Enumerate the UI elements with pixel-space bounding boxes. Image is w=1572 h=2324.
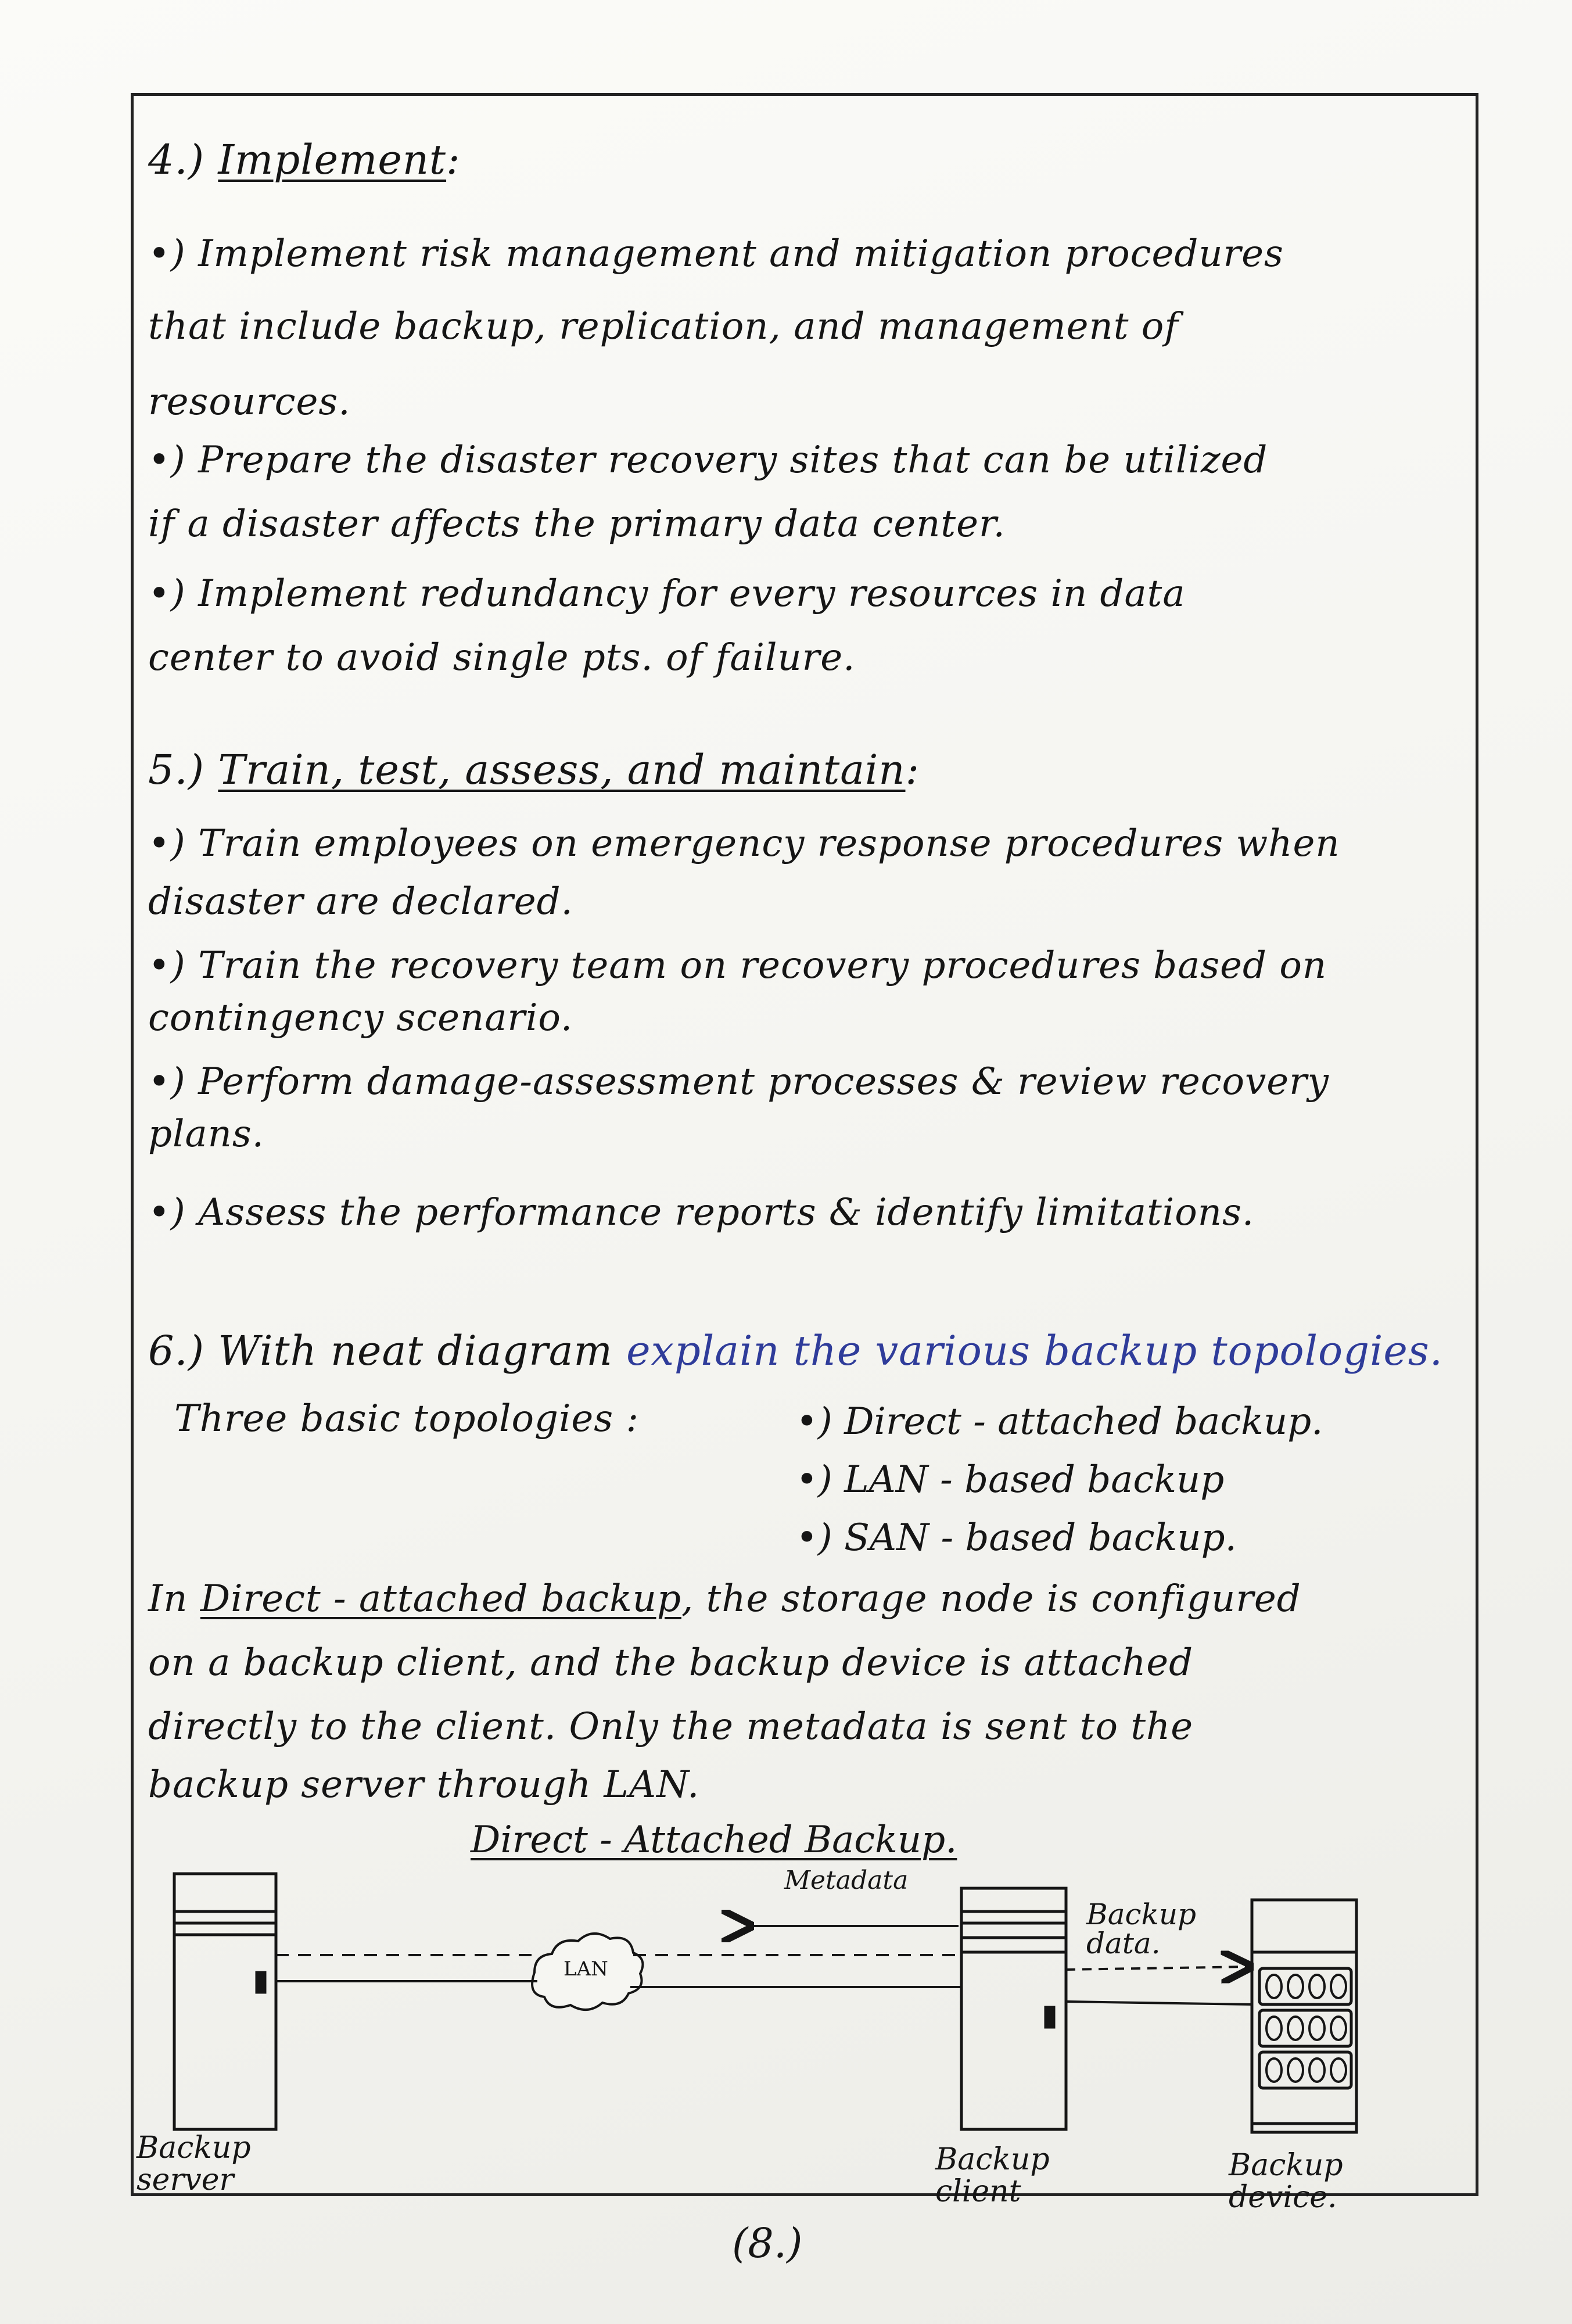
- section-4-heading: 4.) Implement:: [148, 136, 461, 184]
- section-5-line-2: disaster are declared.: [148, 880, 573, 923]
- section-4-line-2: that include backup, replication, and management of: [148, 305, 1179, 348]
- backup-data-arrow: [1066, 1967, 1249, 1970]
- backup-device-icon: [1252, 1900, 1356, 2132]
- paragraph-line-3: directly to the client. Only the metadata is sent to the: [148, 1705, 1194, 1748]
- client-device-link: [1066, 2002, 1252, 2004]
- paragraph-line-2: on a backup client, and the backup device is attached: [148, 1641, 1194, 1684]
- section-4-line-1: •) Implement risk management and mitigation procedures: [148, 232, 1284, 275]
- diagram-title: Direct - Attached Backup.: [471, 1819, 957, 1862]
- backup-data-label: Backup data.: [1086, 1898, 1197, 1960]
- section-5-line-6: plans.: [148, 1113, 264, 1156]
- topology-item-2: •) LAN - based backup: [796, 1458, 1225, 1501]
- section-5-line-3: •) Train the recovery team on recovery procedures based on: [148, 944, 1327, 987]
- backup-server-label: Backup server: [137, 2131, 251, 2197]
- section-6-question: 6.) With neat diagram explain the various backup topologies.: [148, 1327, 1443, 1375]
- section-5-line-7: •) Assess the performance reports & identify limitations.: [148, 1191, 1255, 1234]
- paragraph-line-1: In Direct - attached backup, the storage node is configured: [148, 1577, 1301, 1620]
- section-4-line-5: if a disaster affects the primary data center.: [148, 503, 1006, 546]
- backup-client-label: Backup client: [935, 2142, 1050, 2209]
- page-number: (8.): [732, 2219, 803, 2267]
- section-5-line-5: •) Perform damage-assessment processes & review recovery: [148, 1060, 1329, 1103]
- section-4-line-4: •) Prepare the disaster recovery sites that can be utilized: [148, 439, 1268, 482]
- section-5-line-1: •) Train employees on emergency response procedures when: [148, 822, 1340, 865]
- paragraph-line-4: backup server through LAN.: [148, 1763, 700, 1806]
- lan-label: LAN: [564, 1957, 608, 1981]
- section-4-line-6: •) Implement redundancy for every resources in data: [148, 572, 1186, 615]
- section-5-line-4: contingency scenario.: [148, 996, 573, 1039]
- section-4-line-7: center to avoid single pts. of failure.: [148, 636, 856, 679]
- topology-item-3: •) SAN - based backup.: [796, 1516, 1237, 1559]
- topology-item-1: •) Direct - attached backup.: [796, 1400, 1323, 1443]
- metadata-label: Metadata: [784, 1866, 909, 1895]
- backup-server-icon: [174, 1874, 276, 2129]
- backup-device-label: Backup device.: [1229, 2148, 1343, 2215]
- topologies-intro: Three basic topologies :: [174, 1397, 640, 1440]
- section-5-heading: 5.) Train, test, assess, and maintain:: [148, 746, 920, 794]
- backup-client-icon: [961, 1888, 1066, 2129]
- section-4-line-3: resources.: [148, 381, 351, 424]
